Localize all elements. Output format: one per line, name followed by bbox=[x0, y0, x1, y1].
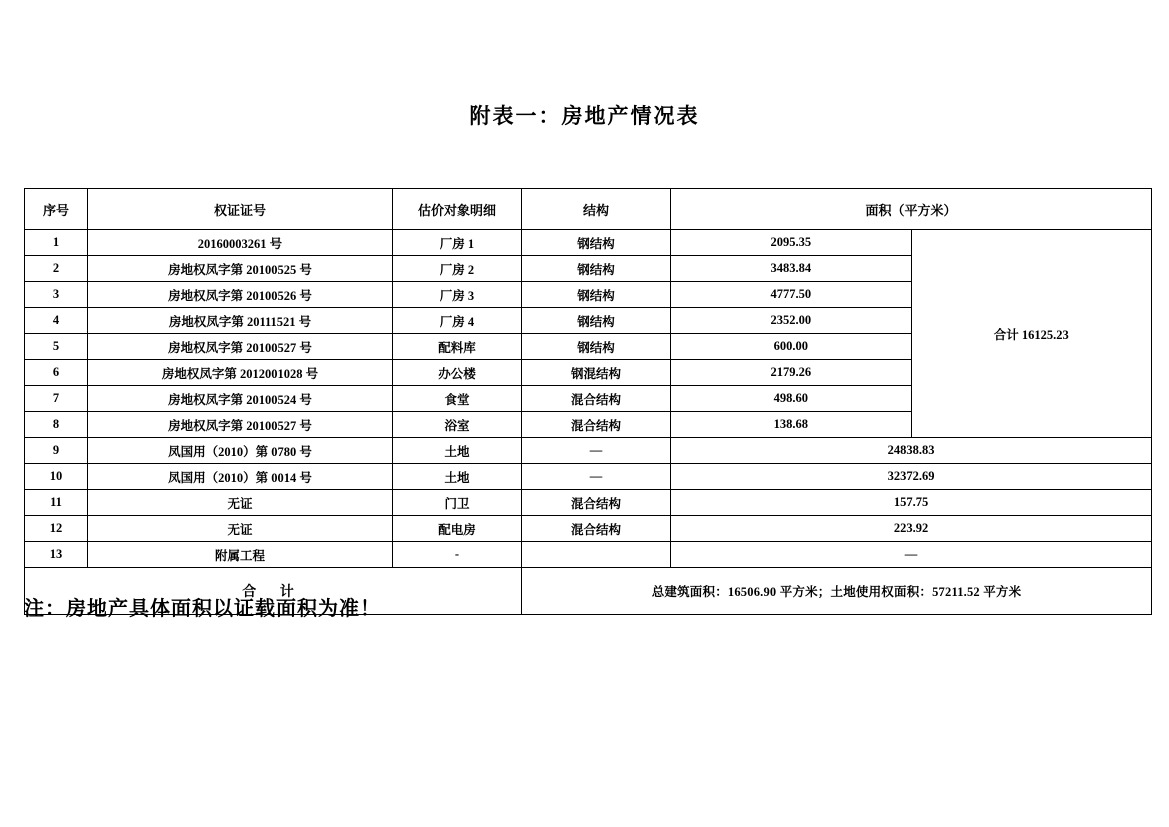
column-header-object: 估价对象明细 bbox=[393, 189, 522, 230]
cell-no: 12 bbox=[25, 516, 88, 542]
cell-no: 3 bbox=[25, 282, 88, 308]
cell-structure: 混合结构 bbox=[522, 412, 671, 438]
cell-no: 10 bbox=[25, 464, 88, 490]
cell-area: 2179.26 bbox=[671, 360, 912, 386]
summary-label: 合 计 bbox=[25, 568, 522, 615]
cell-area: 157.75 bbox=[671, 490, 1152, 516]
table-row bbox=[25, 490, 1152, 516]
summary-value: 总建筑面积：16506.90 平方米；土地使用权面积：57211.52 平方米 bbox=[522, 568, 1152, 615]
cell-structure: 钢混结构 bbox=[522, 360, 671, 386]
table-row bbox=[25, 516, 1152, 542]
cell-cert: 房地权凤字第 20100527 号 bbox=[88, 334, 393, 360]
cell-area: 2352.00 bbox=[671, 308, 912, 334]
cell-cert: 房地权凤字第 20100524 号 bbox=[88, 386, 393, 412]
real-estate-table bbox=[24, 188, 1152, 615]
cell-no: 4 bbox=[25, 308, 88, 334]
cell-cert: 附属工程 bbox=[88, 542, 393, 568]
cell-object: 土地 bbox=[393, 438, 522, 464]
cell-object: 厂房 1 bbox=[393, 230, 522, 256]
table-row bbox=[25, 230, 1152, 256]
table-body bbox=[25, 230, 1152, 615]
table-row bbox=[25, 464, 1152, 490]
cell-no: 1 bbox=[25, 230, 88, 256]
cell-cert: 房地权凤字第 20111521 号 bbox=[88, 308, 393, 334]
cell-area-merged-total: 合计 16125.23 bbox=[911, 230, 1152, 438]
cell-structure: — bbox=[522, 438, 671, 464]
cell-object: 配料库 bbox=[393, 334, 522, 360]
footnote: 注：房地产具体面积以证载面积为准！ bbox=[24, 598, 381, 620]
cell-structure: 钢结构 bbox=[522, 282, 671, 308]
column-header-cert: 权证证号 bbox=[88, 189, 393, 230]
table-row bbox=[25, 542, 1152, 568]
cell-structure: 钢结构 bbox=[522, 230, 671, 256]
table-header-row bbox=[25, 189, 1152, 230]
cell-structure: — bbox=[522, 464, 671, 490]
cell-cert: 20160003261 号 bbox=[88, 230, 393, 256]
cell-structure bbox=[522, 542, 671, 568]
cell-area: 223.92 bbox=[671, 516, 1152, 542]
cell-no: 7 bbox=[25, 386, 88, 412]
table-row bbox=[25, 438, 1152, 464]
cell-object: 配电房 bbox=[393, 516, 522, 542]
cell-structure: 混合结构 bbox=[522, 386, 671, 412]
cell-structure: 钢结构 bbox=[522, 334, 671, 360]
cell-object: 门卫 bbox=[393, 490, 522, 516]
cell-no: 5 bbox=[25, 334, 88, 360]
cell-cert: 房地权凤字第 20100527 号 bbox=[88, 412, 393, 438]
cell-structure: 钢结构 bbox=[522, 256, 671, 282]
column-header-area: 面积（平方米） bbox=[671, 189, 1152, 230]
cell-area: — bbox=[671, 542, 1152, 568]
cell-no: 2 bbox=[25, 256, 88, 282]
cell-cert: 房地权凤字第 20100525 号 bbox=[88, 256, 393, 282]
cell-no: 8 bbox=[25, 412, 88, 438]
cell-object: 办公楼 bbox=[393, 360, 522, 386]
cell-no: 9 bbox=[25, 438, 88, 464]
cell-cert: 房地权凤字第 20100526 号 bbox=[88, 282, 393, 308]
cell-structure: 混合结构 bbox=[522, 490, 671, 516]
cell-structure: 钢结构 bbox=[522, 308, 671, 334]
cell-cert: 无证 bbox=[88, 516, 393, 542]
cell-no: 6 bbox=[25, 360, 88, 386]
cell-object: 浴室 bbox=[393, 412, 522, 438]
cell-no: 13 bbox=[25, 542, 88, 568]
cell-area: 4777.50 bbox=[671, 282, 912, 308]
cell-object: - bbox=[393, 542, 522, 568]
cell-area: 32372.69 bbox=[671, 464, 1152, 490]
cell-area: 600.00 bbox=[671, 334, 912, 360]
cell-cert: 凤国用（2010）第 0014 号 bbox=[88, 464, 393, 490]
cell-area: 2095.35 bbox=[671, 230, 912, 256]
cell-cert: 凤国用（2010）第 0780 号 bbox=[88, 438, 393, 464]
cell-area: 498.60 bbox=[671, 386, 912, 412]
cell-structure: 混合结构 bbox=[522, 516, 671, 542]
cell-object: 食堂 bbox=[393, 386, 522, 412]
page-title: 附表一：房地产情况表 bbox=[469, 104, 700, 128]
cell-cert: 无证 bbox=[88, 490, 393, 516]
cell-area: 138.68 bbox=[671, 412, 912, 438]
cell-area: 3483.84 bbox=[671, 256, 912, 282]
column-header-structure: 结构 bbox=[522, 189, 671, 230]
cell-object: 厂房 3 bbox=[393, 282, 522, 308]
cell-cert: 房地权凤字第 2012001028 号 bbox=[88, 360, 393, 386]
cell-object: 厂房 4 bbox=[393, 308, 522, 334]
cell-no: 11 bbox=[25, 490, 88, 516]
cell-area: 24838.83 bbox=[671, 438, 1152, 464]
cell-object: 土地 bbox=[393, 464, 522, 490]
column-header-no: 序号 bbox=[25, 189, 88, 230]
table-header bbox=[25, 189, 1152, 230]
cell-object: 厂房 2 bbox=[393, 256, 522, 282]
